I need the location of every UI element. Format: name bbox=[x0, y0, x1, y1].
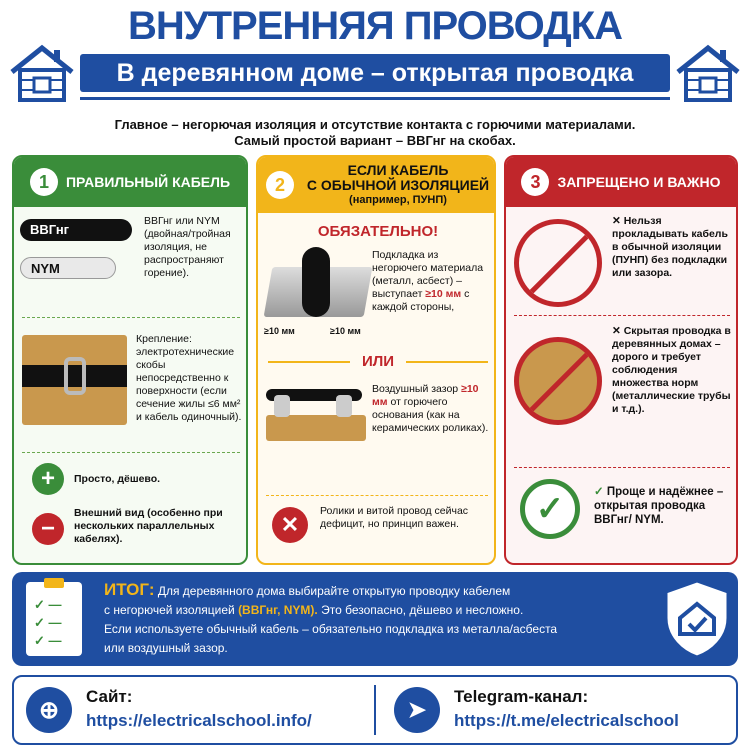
roller-left bbox=[274, 395, 290, 417]
cross-icon: ✕ bbox=[272, 507, 308, 543]
plus-icon: + bbox=[32, 463, 64, 495]
divider bbox=[514, 315, 730, 316]
panel-3-header bbox=[506, 157, 736, 207]
roller-right bbox=[336, 395, 352, 417]
site-link[interactable]: https://electricalschool.info/ bbox=[86, 711, 312, 730]
divider bbox=[22, 317, 240, 318]
panel-forbidden bbox=[504, 155, 738, 565]
minus-icon: − bbox=[32, 513, 64, 545]
plus-text: Просто, дёшево. bbox=[74, 473, 161, 485]
telegram-label: Telegram-канал: bbox=[454, 687, 589, 706]
panel-correct-cable bbox=[12, 155, 248, 565]
telegram-icon: ➤ bbox=[394, 687, 440, 733]
no-hidden-wiring-icon bbox=[514, 337, 602, 425]
divider bbox=[266, 495, 488, 496]
panel-ordinary-insulation bbox=[256, 155, 496, 565]
must-label: ОБЯЗАТЕЛЬНО! bbox=[317, 223, 439, 240]
cable-vvgng: ВВГнг bbox=[20, 219, 132, 241]
shield-house-icon bbox=[662, 578, 732, 660]
page-subtitle: В деревянном доме – открытая проводка bbox=[80, 54, 670, 92]
panel-2-header: 2 ЕСЛИ КАБЕЛЬ С ОБЫЧНОЙ ИЗОЛЯЦИЕЙ (например, ПУНП) bbox=[258, 157, 494, 213]
clamp-illustration bbox=[22, 335, 127, 425]
cable-on-pad bbox=[302, 247, 330, 317]
gap-text: Воздушный зазор ≥10 мм от горючего основания (как на керамических роликах). bbox=[372, 383, 489, 434]
checklist-icon: ✓ — ✓ — ✓ — bbox=[26, 582, 82, 656]
pad-text: Подкладка из негорючего материала (металл, асбест) – выступает ≥10 мм с каждой стороны, bbox=[372, 249, 484, 313]
site-label: Сайт: bbox=[86, 687, 133, 706]
intro-text: Главное – негорючая изоляция и отсутствие контакта с горючими материалами. Самый простой вариант – ВВГнг на скобах. bbox=[114, 117, 636, 148]
panel-1-title: ПРАВИЛЬНЫЙ КАБЕЛЬ bbox=[65, 174, 231, 190]
divider bbox=[22, 452, 240, 453]
ok-text: ✓ Проще и надёжнее – открытая проводка ВВГнг/ NYM. bbox=[594, 486, 724, 526]
summary-box bbox=[12, 572, 738, 666]
dim-left: ≥10 мм bbox=[264, 326, 295, 336]
page-title: ВНУТРЕННЯЯ ПРОВОДКА bbox=[127, 4, 623, 48]
panel-1-header bbox=[14, 157, 246, 207]
no-cable-icon bbox=[514, 219, 602, 307]
panel-3-number: 3 bbox=[521, 168, 549, 196]
dim-right: ≥10 мм bbox=[330, 326, 361, 336]
or-label: ИЛИ bbox=[350, 353, 406, 370]
telegram-link[interactable]: https://t.me/electricalschool bbox=[454, 711, 679, 730]
panel-2-number: 2 bbox=[266, 171, 294, 199]
house-left-icon bbox=[8, 42, 76, 104]
panel-3-title: ЗАПРЕЩЕНО И ВАЖНО bbox=[557, 174, 721, 190]
globe-icon: ⊕ bbox=[26, 687, 72, 733]
cable-illustration bbox=[20, 219, 136, 279]
footer bbox=[12, 675, 738, 745]
check-icon: ✓ bbox=[520, 479, 580, 539]
no2-text: ✕ Скрытая проводка в деревянных домах – дорого и требует соблюдения множества норм (металлические трубы и т.д.). bbox=[612, 325, 731, 415]
cable-nym: NYM bbox=[20, 257, 116, 279]
footer-divider bbox=[374, 685, 376, 735]
wood-base bbox=[266, 415, 366, 441]
divider bbox=[514, 467, 730, 468]
summary-text: ИТОГ: Для деревянного дома выбирайте открытую проводку кабелем с негорючей изоляцией (ВВГнг, NYM). Это безопасно, дёшево и несложно. Если используете обычный кабель – обязательно подкладка из металла/асбеста или воздушный зазор. bbox=[104, 580, 558, 655]
rollers-text: Ролики и витой провод сейчас дефицит, но принцип важен. bbox=[320, 505, 469, 530]
mount-text: Крепление: электротехнические скобы непосредственно к поверхности (если сечение жилы ≤6 мм² и кабель одиночный). bbox=[136, 333, 242, 423]
house-right-icon bbox=[674, 42, 742, 104]
panel-1-number: 1 bbox=[30, 168, 58, 196]
header-divider bbox=[80, 97, 670, 100]
no1-text: ✕ Нельзя прокладывать кабель в обычной изоляции (ПУНП) без подкладки или зазора. bbox=[612, 215, 728, 279]
minus-text: Внешний вид (особенно при нескольких параллельных кабелях). bbox=[74, 507, 223, 545]
cable-text: ВВГнг или NYM (двойная/тройная изоляция, не распространяют горение). bbox=[144, 215, 231, 279]
